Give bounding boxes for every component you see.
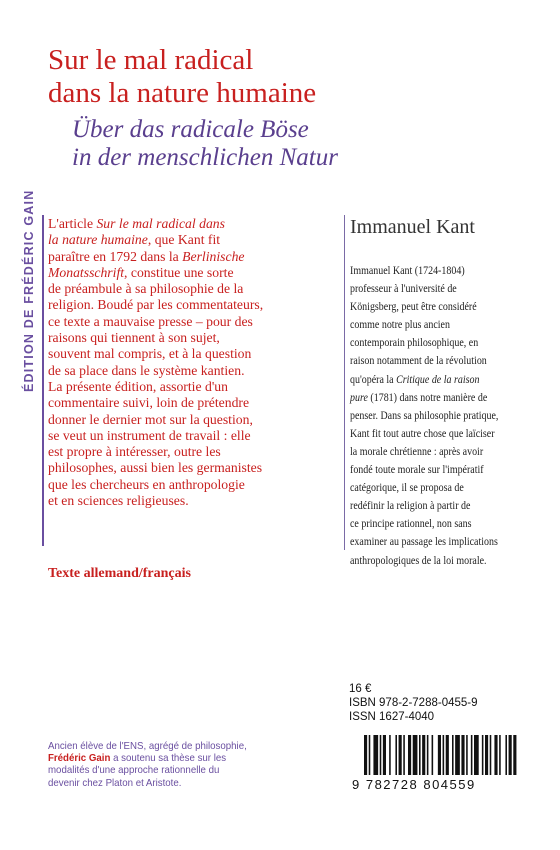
author-bio-line: examiner au passage les implications [350, 535, 498, 549]
author-bio-line: Königsberg, peut être considéré [350, 300, 477, 314]
editor-bio-line: Ancien élève de l'ENS, agrégé de philosophie, [48, 741, 247, 752]
author-bio-line: raison notamment de la révolution [350, 354, 487, 368]
french-title-line-2: dans la nature humaine [48, 77, 317, 109]
german-title-line-2: in der menschlichen Natur [72, 144, 338, 171]
summary-line: de sa place dans le système kantien. [48, 362, 245, 378]
editor-bio-segment: a soutenu sa thèse sur les [110, 753, 227, 765]
price-isbn-block [349, 682, 478, 724]
summary-line: philosophes, aussi bien les germanistes [48, 460, 263, 476]
summary-line: donner le dernier mot sur la question, [48, 411, 253, 427]
edition-label: ÉDITION DE FRÉDÉRIC GAIN [22, 189, 36, 392]
french-title [48, 44, 528, 110]
summary-line: religion. Boudé par les commentateurs, [48, 297, 264, 313]
summary-line: ce texte a mauvaise presse – pour des [48, 313, 253, 329]
german-title [72, 116, 532, 172]
summary-line: de préambule à sa philosophie de la [48, 281, 244, 297]
summary-line: se veut un instrument de travail : elle [48, 427, 251, 443]
author-bio-italic-work: Critique de la raison [396, 372, 480, 386]
summary-line: que les chercheurs en anthropologie [48, 476, 245, 492]
left-divider [42, 215, 44, 546]
summary-text-segment: , que Kant fit [147, 232, 221, 248]
summary-line: commentaire suivi, loin de prétendre [48, 395, 250, 411]
editor-bio [48, 741, 267, 790]
author-bio-line: redéfinir la religion à partir de [350, 499, 471, 513]
barcode-digits: 9 782728 804559 [352, 777, 476, 792]
author-bio-line: contemporain philosophique, en [350, 336, 479, 350]
author-name: Immanuel Kant [350, 216, 475, 238]
editor-bio-line: modalités d'une approche rationnelle du [48, 765, 220, 777]
bilingual-note: Texte allemand/français [48, 566, 191, 581]
summary-text-segment: , constitue une sorte [124, 264, 234, 280]
author-bio-line: Immanuel Kant (1724-1804) [350, 264, 465, 277]
author-bio-line: Kant fit tout autre chose que laïciser [350, 426, 495, 440]
right-divider [344, 215, 345, 550]
summary-line: est propre à intéresser, outre les [48, 444, 221, 460]
author-bio-segment: (1781) dans notre manière de [367, 390, 488, 404]
summary-text-segment: L'article [48, 216, 97, 231]
summary-text [48, 216, 338, 509]
editor-name: Frédéric Gain [48, 753, 111, 765]
summary-line: La présente édition, assortie d'un [48, 378, 228, 394]
isbn: ISBN 978-2-7288-0455-9 [349, 697, 478, 709]
summary-italic-journal: Monatsschrift [48, 264, 125, 280]
price: 16 € [349, 683, 372, 695]
summary-line: raisons qui tiennent à son sujet, [48, 330, 220, 346]
author-bio-line: ce principe rationnel, non sans [350, 517, 472, 531]
author-bio-line: professeur à l'université de [350, 282, 457, 296]
author-bio-line: la morale chrétienne : après avoir [350, 444, 484, 458]
summary-text-segment: paraître en 1792 dans la [48, 248, 183, 264]
author-bio-line: catégorique, il se proposa de [350, 481, 464, 495]
editor-bio-line: devenir chez Platon et Aristote. [48, 777, 182, 789]
barcode-icon [364, 735, 518, 775]
summary-italic-journal: Berlinische [182, 248, 245, 264]
author-bio-line: fondé toute morale sur l'impératif [350, 463, 484, 477]
german-title-line-1: Über das radicale Böse [72, 116, 309, 143]
author-bio-line: penser. Dans sa philosophie pratique, [350, 408, 499, 422]
summary-line: souvent mal compris, et à la question [48, 346, 252, 362]
author-bio [350, 262, 522, 570]
author-bio-segment: qu'opéra la [350, 372, 397, 386]
summary-italic-title: Sur le mal radical dans [96, 216, 225, 231]
summary-line: et en sciences religieuses. [48, 493, 189, 509]
author-bio-line: anthropologiques de la loi morale. [350, 553, 487, 567]
issn: ISSN 1627-4040 [349, 711, 435, 723]
summary-italic-title: la nature humaine [48, 232, 148, 248]
author-bio-line: comme notre plus ancien [350, 318, 450, 332]
french-title-line-1: Sur le mal radical [48, 44, 254, 76]
author-bio-italic-work: pure [350, 390, 368, 404]
